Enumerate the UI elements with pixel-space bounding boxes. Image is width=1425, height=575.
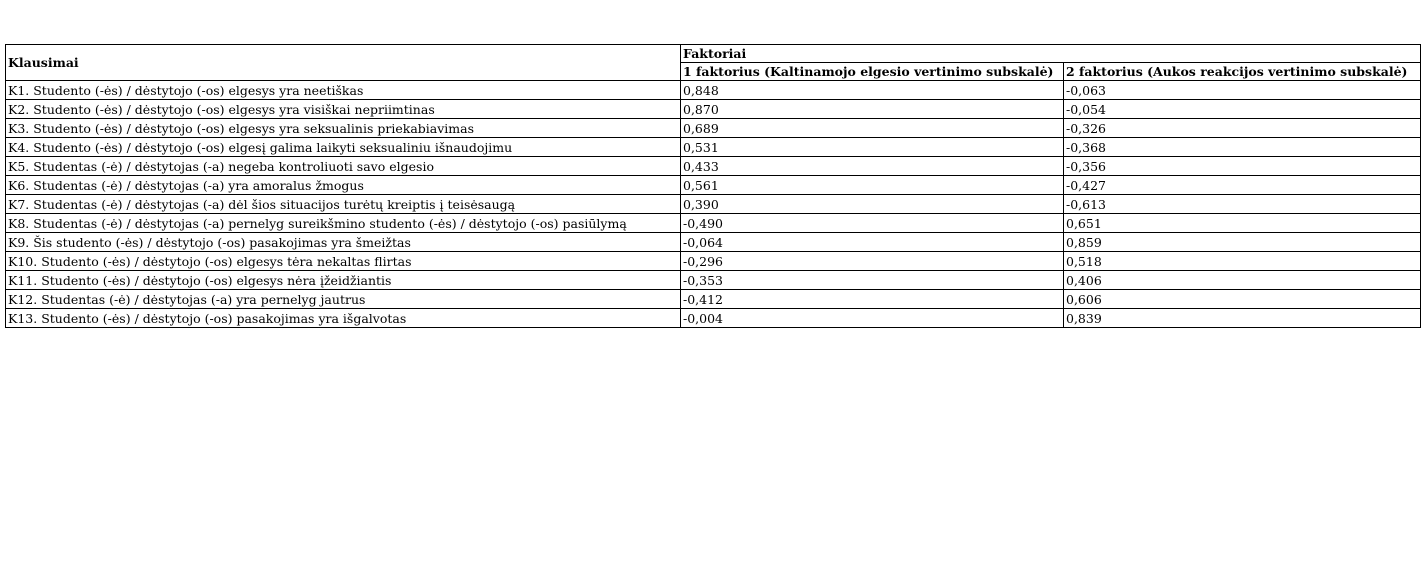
- question-cell: K7. Studentas (-ė) / dėstytojas (-a) dėl šios situacijos turėtų kreiptis į teisėsaugą: [6, 195, 681, 214]
- factor1-cell: 0,561: [681, 176, 1064, 195]
- table-row: [6, 119, 1421, 138]
- question-cell: K5. Studentas (-ė) / dėstytojas (-a) negeba kontroliuoti savo elgesio: [6, 157, 681, 176]
- question-cell: K6. Studentas (-ė) / dėstytojas (-a) yra amoralus žmogus: [6, 176, 681, 195]
- factor2-cell: -0,356: [1064, 157, 1421, 176]
- factor1-cell: -0,296: [681, 252, 1064, 271]
- table-row: [6, 214, 1421, 233]
- factor1-cell: 0,689: [681, 119, 1064, 138]
- factor2-cell: -0,368: [1064, 138, 1421, 157]
- table-body: [6, 81, 1421, 328]
- table-row: [6, 138, 1421, 157]
- factor1-column-header: 1 faktorius (Kaltinamojo elgesio vertinimo subskalė): [681, 63, 1064, 81]
- question-cell: K10. Studento (-ės) / dėstytojo (-os) elgesys tėra nekaltas flirtas: [6, 252, 681, 271]
- factor1-cell: 0,390: [681, 195, 1064, 214]
- table-row: [6, 195, 1421, 214]
- question-cell: K3. Studento (-ės) / dėstytojo (-os) elgesys yra seksualinis priekabiavimas: [6, 119, 681, 138]
- table-row: [6, 252, 1421, 271]
- factor2-cell: -0,613: [1064, 195, 1421, 214]
- factor2-cell: -0,427: [1064, 176, 1421, 195]
- factor2-cell: -0,054: [1064, 100, 1421, 119]
- table-row: [6, 157, 1421, 176]
- factor2-column-header: 2 faktorius (Aukos reakcijos vertinimo subskalė): [1064, 63, 1421, 81]
- factor2-cell: 0,406: [1064, 271, 1421, 290]
- factor1-cell: -0,064: [681, 233, 1064, 252]
- factor1-cell: 0,531: [681, 138, 1064, 157]
- question-cell: K8. Studentas (-ė) / dėstytojas (-a) pernelyg sureikšmino studento (-ės) / dėstytojo (-os) pasiūlymą: [6, 214, 681, 233]
- factor2-cell: -0,326: [1064, 119, 1421, 138]
- factor1-cell: 0,848: [681, 81, 1064, 100]
- question-cell: K12. Studentas (-ė) / dėstytojas (-a) yra pernelyg jautrus: [6, 290, 681, 309]
- question-cell: K2. Studento (-ės) / dėstytojo (-os) elgesys yra visiškai nepriimtinas: [6, 100, 681, 119]
- factor2-cell: 0,606: [1064, 290, 1421, 309]
- question-cell: K1. Studento (-ės) / dėstytojo (-os) elgesys yra neetiškas: [6, 81, 681, 100]
- table-row: [6, 176, 1421, 195]
- factors-group-header: Faktoriai: [681, 45, 1421, 63]
- factor2-cell: -0,063: [1064, 81, 1421, 100]
- question-cell: K13. Studento (-ės) / dėstytojo (-os) pasakojimas yra išgalvotas: [6, 309, 681, 328]
- table-header-row: [6, 45, 1421, 63]
- factor2-cell: 0,839: [1064, 309, 1421, 328]
- factor1-cell: -0,412: [681, 290, 1064, 309]
- factor1-cell: -0,004: [681, 309, 1064, 328]
- factor2-cell: 0,859: [1064, 233, 1421, 252]
- table-row: [6, 81, 1421, 100]
- question-cell: K4. Studento (-ės) / dėstytojo (-os) elgesį galima laikyti seksualiniu išnaudojimu: [6, 138, 681, 157]
- table-row: [6, 290, 1421, 309]
- factor2-cell: 0,651: [1064, 214, 1421, 233]
- factor1-cell: -0,353: [681, 271, 1064, 290]
- questions-column-header: Klausimai: [6, 45, 681, 81]
- factor-loadings-table: [5, 44, 1421, 328]
- question-cell: K9. Šis studento (-ės) / dėstytojo (-os) pasakojimas yra šmeižtas: [6, 233, 681, 252]
- factor1-cell: 0,870: [681, 100, 1064, 119]
- table-row: [6, 233, 1421, 252]
- factor1-cell: 0,433: [681, 157, 1064, 176]
- factor1-cell: -0,490: [681, 214, 1064, 233]
- question-cell: K11. Studento (-ės) / dėstytojo (-os) elgesys nėra įžeidžiantis: [6, 271, 681, 290]
- table-row: [6, 309, 1421, 328]
- table-row: [6, 100, 1421, 119]
- factor2-cell: 0,518: [1064, 252, 1421, 271]
- table-row: [6, 271, 1421, 290]
